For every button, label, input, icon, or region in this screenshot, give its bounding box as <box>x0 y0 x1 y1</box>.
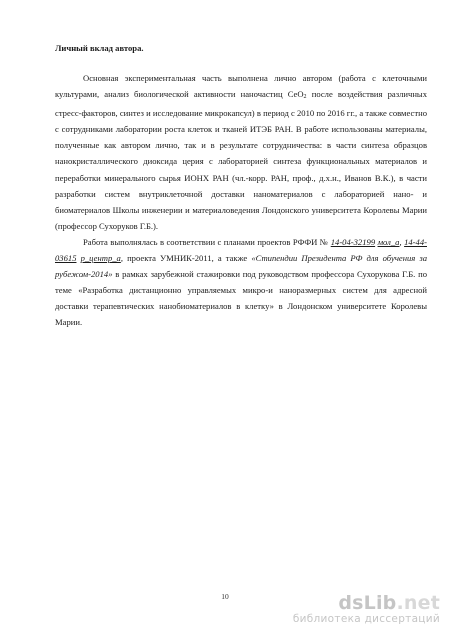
paragraph-text: после воздействия различных стресс-факторов, синтез и исследование микрокапсул) в период с 2010 по 2016 гг., а также совместно с сотрудниками лаборатории роста клеток и тканей ИТЭБ РАН. В работе использованы материалы, полученные как автором лично, так и в результате сотрудничества: в части синтеза образцов нанокристаллического диоксида церия с лабораторией синтеза функциональных материалов и переработки минерального сырья ИОНХ РАН (чл.-корр. РАН, проф., д.х.н., Иванов В.К.), в части разработки систем внутриклеточной доставки наноматериалов с лабораторией нано- и биоматериалов Школы инженерии и материаловедения Лондонского университета Королевы Марии (профессор Сухоруков Г.Б.). <box>55 89 427 231</box>
paragraph-projects <box>55 234 427 331</box>
watermark <box>293 593 440 625</box>
section-heading: Личный вклад автора. <box>55 43 144 53</box>
project-number-link[interactable]: 14-44-03615 <box>55 236 427 264</box>
scholarship-title: «Стипендии Президента РФ для обучения за рубежом-2014» <box>55 253 428 280</box>
watermark-logo-domain: .net <box>396 592 440 614</box>
paragraph-text: Работа выполнялась в соответствии с планами проектов РФФИ № <box>83 236 331 247</box>
watermark-subtitle: библиотека диссертаций <box>292 613 440 625</box>
watermark-logo-main: dsLib <box>338 592 397 614</box>
paragraph-text: Основная экспериментальная часть выполнена лично автором (работа с клеточными культурами, анализ биологической активности наночастиц CeO <box>55 73 427 100</box>
paragraph-text: , проекта УМНИК-2011, а также <box>120 253 252 264</box>
project-type-link[interactable]: мол_а <box>377 236 400 247</box>
subscript: 2 <box>303 94 307 101</box>
page-number: 10 <box>221 592 229 601</box>
project-number-link[interactable]: 14-04-32199 <box>330 236 376 247</box>
paragraph-text: , <box>399 236 405 247</box>
paragraph-personal-contribution <box>55 70 427 234</box>
project-type-link[interactable]: р_центр_а <box>80 253 121 264</box>
paragraph-text: в рамках зарубежной стажировки под руководством профессора Сухорукова Г.Б. по теме «Разработка дистанционно управляемых микро-и наноразмерных систем для адресной доставки терапевтических нанобиоматериалов в клетку» в Лондонском университете Королевы Марии. <box>55 269 427 328</box>
watermark-logo <box>293 593 440 613</box>
document-body <box>55 42 427 331</box>
